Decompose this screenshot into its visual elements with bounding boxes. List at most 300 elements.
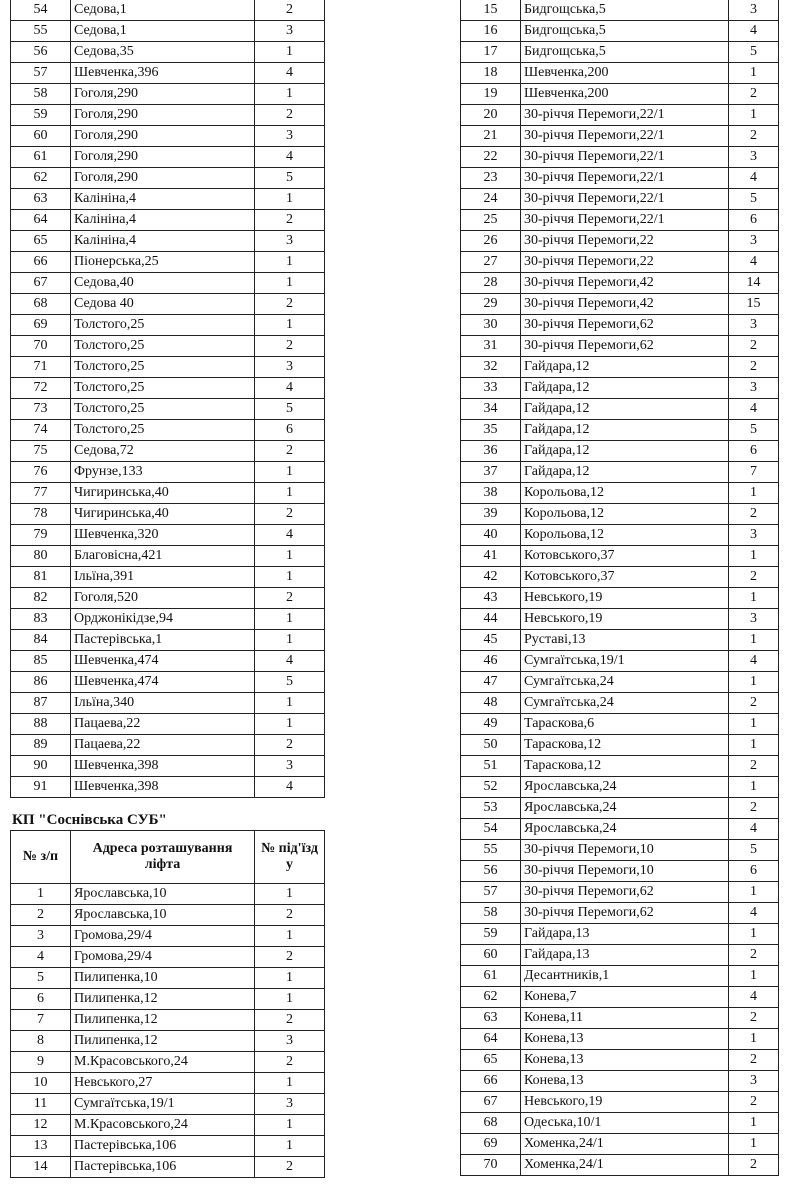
table-row bbox=[11, 252, 325, 273]
entrance-number: 5 bbox=[729, 840, 779, 861]
entrance-number: 1 bbox=[255, 1115, 325, 1136]
row-number: 22 bbox=[461, 147, 521, 168]
row-number: 19 bbox=[461, 84, 521, 105]
entrance-number: 1 bbox=[255, 630, 325, 651]
table-row bbox=[461, 1155, 779, 1176]
row-number: 71 bbox=[11, 357, 71, 378]
table-row bbox=[461, 0, 779, 21]
entrance-number: 2 bbox=[729, 567, 779, 588]
table-row bbox=[461, 84, 779, 105]
entrance-number: 3 bbox=[255, 1094, 325, 1115]
entrance-number: 3 bbox=[255, 1031, 325, 1052]
row-number: 82 bbox=[11, 588, 71, 609]
entrance-number: 2 bbox=[255, 947, 325, 968]
elevator-address: Ільїна,340 bbox=[71, 693, 255, 714]
entrance-number: 2 bbox=[729, 84, 779, 105]
table-row bbox=[11, 147, 325, 168]
table-body bbox=[461, 0, 779, 1176]
table-header-row bbox=[11, 831, 325, 884]
elevator-address: Седова 40 bbox=[71, 294, 255, 315]
row-number: 31 bbox=[461, 336, 521, 357]
table-row bbox=[461, 735, 779, 756]
row-number: 29 bbox=[461, 294, 521, 315]
entrance-number: 2 bbox=[255, 735, 325, 756]
entrance-number: 1 bbox=[255, 462, 325, 483]
row-number: 84 bbox=[11, 630, 71, 651]
elevator-address: Чигиринська,40 bbox=[71, 483, 255, 504]
table-row bbox=[461, 777, 779, 798]
table-row bbox=[11, 399, 325, 420]
row-number: 8 bbox=[11, 1031, 71, 1052]
table-row bbox=[461, 399, 779, 420]
table-row bbox=[461, 1050, 779, 1071]
row-number: 10 bbox=[11, 1073, 71, 1094]
row-number: 53 bbox=[461, 798, 521, 819]
entrance-number: 2 bbox=[255, 105, 325, 126]
row-number: 60 bbox=[461, 945, 521, 966]
row-number: 77 bbox=[11, 483, 71, 504]
table-row bbox=[11, 63, 325, 84]
elevator-address: Невського,27 bbox=[71, 1073, 255, 1094]
elevator-address: Гайдара,12 bbox=[521, 378, 729, 399]
entrance-number: 2 bbox=[729, 693, 779, 714]
elevator-address: Пастерівська,106 bbox=[71, 1136, 255, 1157]
row-number: 87 bbox=[11, 693, 71, 714]
elevator-address: Невського,19 bbox=[521, 1092, 729, 1113]
row-number: 20 bbox=[461, 105, 521, 126]
elevator-address: Шевченка,320 bbox=[71, 525, 255, 546]
row-number: 64 bbox=[461, 1029, 521, 1050]
table-row bbox=[461, 420, 779, 441]
header-entrance: № під'їзд у bbox=[255, 831, 325, 884]
entrance-number: 2 bbox=[729, 1155, 779, 1176]
entrance-number: 2 bbox=[729, 126, 779, 147]
entrance-number: 2 bbox=[255, 1010, 325, 1031]
elevator-address: Сумгаїтська,19/1 bbox=[521, 651, 729, 672]
row-number: 15 bbox=[461, 0, 521, 21]
row-number: 5 bbox=[11, 968, 71, 989]
elevator-address: Піонерська,25 bbox=[71, 252, 255, 273]
entrance-number: 4 bbox=[255, 525, 325, 546]
entrance-number: 1 bbox=[255, 84, 325, 105]
row-number: 45 bbox=[461, 630, 521, 651]
entrance-number: 4 bbox=[255, 378, 325, 399]
elevator-address: 30-річчя Перемоги,22/1 bbox=[521, 189, 729, 210]
row-number: 61 bbox=[11, 147, 71, 168]
row-number: 43 bbox=[461, 588, 521, 609]
entrance-number: 5 bbox=[729, 420, 779, 441]
table-row bbox=[461, 441, 779, 462]
row-number: 17 bbox=[461, 42, 521, 63]
table-row bbox=[11, 1031, 325, 1052]
entrance-number: 2 bbox=[729, 798, 779, 819]
row-number: 58 bbox=[461, 903, 521, 924]
entrance-number: 5 bbox=[729, 189, 779, 210]
table-row bbox=[461, 798, 779, 819]
table-row bbox=[461, 63, 779, 84]
elevator-address: Хоменка,24/1 bbox=[521, 1155, 729, 1176]
elevator-address: Гоголя,290 bbox=[71, 147, 255, 168]
table-row bbox=[11, 483, 325, 504]
elevator-address: Конева,11 bbox=[521, 1008, 729, 1029]
elevator-address: Сумгаїтська,24 bbox=[521, 672, 729, 693]
elevator-address: Толстого,25 bbox=[71, 357, 255, 378]
elevator-address: Орджонікідзе,94 bbox=[71, 609, 255, 630]
elevator-address: Шевченка,396 bbox=[71, 63, 255, 84]
table-row bbox=[461, 42, 779, 63]
row-number: 70 bbox=[461, 1155, 521, 1176]
table-row bbox=[461, 231, 779, 252]
table-row bbox=[461, 756, 779, 777]
table-row bbox=[461, 147, 779, 168]
elevator-address: Тараскова,12 bbox=[521, 735, 729, 756]
entrance-number: 1 bbox=[255, 315, 325, 336]
organization-title: КП "Соснівська СУБ" bbox=[12, 812, 167, 828]
row-number: 7 bbox=[11, 1010, 71, 1031]
table-row bbox=[11, 651, 325, 672]
table-row bbox=[461, 378, 779, 399]
header-address: Адреса розташування ліфта bbox=[71, 831, 255, 884]
elevator-address: Благовісна,421 bbox=[71, 546, 255, 567]
elevator-address: Шевченка,398 bbox=[71, 777, 255, 798]
table-row bbox=[11, 462, 325, 483]
table-row bbox=[461, 483, 779, 504]
elevator-address: Калініна,4 bbox=[71, 210, 255, 231]
row-number: 69 bbox=[461, 1134, 521, 1155]
table-row bbox=[11, 105, 325, 126]
elevator-address: 30-річчя Перемоги,42 bbox=[521, 294, 729, 315]
row-number: 56 bbox=[461, 861, 521, 882]
entrance-number: 2 bbox=[729, 504, 779, 525]
entrance-number: 4 bbox=[729, 21, 779, 42]
table-row bbox=[461, 567, 779, 588]
row-number: 27 bbox=[461, 252, 521, 273]
entrance-number: 3 bbox=[729, 231, 779, 252]
table-row bbox=[11, 378, 325, 399]
entrance-number: 1 bbox=[255, 1136, 325, 1157]
table-row bbox=[461, 882, 779, 903]
elevator-address: Сумгаїтська,19/1 bbox=[71, 1094, 255, 1115]
elevator-address: Руставі,13 bbox=[521, 630, 729, 651]
entrance-number: 3 bbox=[729, 147, 779, 168]
table-row bbox=[11, 210, 325, 231]
row-number: 57 bbox=[461, 882, 521, 903]
entrance-number: 1 bbox=[255, 968, 325, 989]
table-row bbox=[461, 357, 779, 378]
elevator-address: М.Красовського,24 bbox=[71, 1115, 255, 1136]
entrance-number: 3 bbox=[729, 1071, 779, 1092]
entrance-number: 2 bbox=[255, 294, 325, 315]
row-number: 91 bbox=[11, 777, 71, 798]
elevator-address: 30-річчя Перемоги,22/1 bbox=[521, 105, 729, 126]
table-row bbox=[461, 21, 779, 42]
row-number: 63 bbox=[11, 189, 71, 210]
table-row bbox=[461, 168, 779, 189]
entrance-number: 1 bbox=[255, 714, 325, 735]
entrance-number: 1 bbox=[255, 609, 325, 630]
elevator-address: Пилипенка,12 bbox=[71, 989, 255, 1010]
entrance-number: 2 bbox=[255, 1052, 325, 1073]
table-row bbox=[461, 546, 779, 567]
row-number: 35 bbox=[461, 420, 521, 441]
entrance-number: 1 bbox=[729, 1134, 779, 1155]
elevator-address: Пилипенка,12 bbox=[71, 1031, 255, 1052]
elevator-address: Гайдара,13 bbox=[521, 945, 729, 966]
elevator-address: Седова,1 bbox=[71, 0, 255, 21]
entrance-number: 4 bbox=[729, 168, 779, 189]
row-number: 51 bbox=[461, 756, 521, 777]
row-number: 1 bbox=[11, 884, 71, 905]
table-body bbox=[11, 884, 325, 1178]
elevator-address: Конева,7 bbox=[521, 987, 729, 1008]
entrance-number: 2 bbox=[729, 1050, 779, 1071]
row-number: 55 bbox=[11, 21, 71, 42]
table-row bbox=[461, 609, 779, 630]
elevator-address: Седова,35 bbox=[71, 42, 255, 63]
elevator-address: Пастерівська,106 bbox=[71, 1157, 255, 1178]
table-row bbox=[11, 84, 325, 105]
table-row bbox=[11, 441, 325, 462]
table-row bbox=[11, 231, 325, 252]
table-row bbox=[11, 905, 325, 926]
table-row bbox=[11, 0, 325, 21]
entrance-number: 1 bbox=[729, 735, 779, 756]
table-row bbox=[11, 357, 325, 378]
elevator-address: Седова,1 bbox=[71, 21, 255, 42]
elevator-address: Невського,19 bbox=[521, 588, 729, 609]
row-number: 76 bbox=[11, 462, 71, 483]
entrance-number: 1 bbox=[729, 63, 779, 84]
entrance-number: 5 bbox=[255, 672, 325, 693]
table-row bbox=[11, 420, 325, 441]
row-number: 62 bbox=[11, 168, 71, 189]
table-row bbox=[461, 336, 779, 357]
elevator-address: Толстого,25 bbox=[71, 378, 255, 399]
table-row bbox=[461, 462, 779, 483]
entrance-number: 4 bbox=[729, 819, 779, 840]
row-number: 75 bbox=[11, 441, 71, 462]
row-number: 65 bbox=[461, 1050, 521, 1071]
table-row bbox=[11, 1136, 325, 1157]
row-number: 60 bbox=[11, 126, 71, 147]
row-number: 33 bbox=[461, 378, 521, 399]
table-row bbox=[461, 126, 779, 147]
row-number: 70 bbox=[11, 336, 71, 357]
entrance-number: 15 bbox=[729, 294, 779, 315]
table-row bbox=[461, 840, 779, 861]
table-row bbox=[461, 105, 779, 126]
table-row bbox=[11, 989, 325, 1010]
row-number: 81 bbox=[11, 567, 71, 588]
elevator-address: Толстого,25 bbox=[71, 399, 255, 420]
elevator-address: Толстого,25 bbox=[71, 420, 255, 441]
entrance-number: 1 bbox=[729, 588, 779, 609]
entrance-number: 1 bbox=[255, 884, 325, 905]
elevator-address: Ільїна,391 bbox=[71, 567, 255, 588]
entrance-number: 6 bbox=[729, 210, 779, 231]
table-row bbox=[11, 630, 325, 651]
table-row bbox=[461, 189, 779, 210]
elevator-address: Гайдара,12 bbox=[521, 357, 729, 378]
table-row bbox=[461, 1029, 779, 1050]
entrance-number: 3 bbox=[255, 756, 325, 777]
row-number: 4 bbox=[11, 947, 71, 968]
elevator-address: Бидгощська,5 bbox=[521, 42, 729, 63]
table-row bbox=[11, 336, 325, 357]
elevator-address: Шевченка,398 bbox=[71, 756, 255, 777]
row-number: 48 bbox=[461, 693, 521, 714]
elevator-address: Калініна,4 bbox=[71, 189, 255, 210]
elevator-address: Десантників,1 bbox=[521, 966, 729, 987]
table-row bbox=[461, 210, 779, 231]
entrance-number: 1 bbox=[729, 672, 779, 693]
entrance-number: 2 bbox=[255, 336, 325, 357]
entrance-number: 2 bbox=[255, 504, 325, 525]
table-row bbox=[461, 672, 779, 693]
elevator-address: М.Красовського,24 bbox=[71, 1052, 255, 1073]
entrance-number: 1 bbox=[255, 693, 325, 714]
entrance-number: 3 bbox=[255, 21, 325, 42]
entrance-number: 7 bbox=[729, 462, 779, 483]
row-number: 11 bbox=[11, 1094, 71, 1115]
entrance-number: 2 bbox=[729, 1092, 779, 1113]
table-row bbox=[11, 1157, 325, 1178]
elevator-address: Толстого,25 bbox=[71, 336, 255, 357]
table-row bbox=[11, 777, 325, 798]
table-row bbox=[461, 714, 779, 735]
table-row bbox=[11, 567, 325, 588]
row-number: 80 bbox=[11, 546, 71, 567]
row-number: 38 bbox=[461, 483, 521, 504]
entrance-number: 2 bbox=[255, 0, 325, 21]
entrance-number: 2 bbox=[729, 1008, 779, 1029]
row-number: 78 bbox=[11, 504, 71, 525]
entrance-number: 3 bbox=[729, 609, 779, 630]
entrance-number: 1 bbox=[729, 1029, 779, 1050]
entrance-number: 6 bbox=[729, 441, 779, 462]
entrance-number: 1 bbox=[729, 714, 779, 735]
elevator-address: Гоголя,290 bbox=[71, 168, 255, 189]
table-row bbox=[461, 630, 779, 651]
elevator-address: 30-річчя Перемоги,62 bbox=[521, 336, 729, 357]
entrance-number: 1 bbox=[255, 483, 325, 504]
elevator-table-continued bbox=[10, 0, 325, 798]
elevator-address: Ярославська,10 bbox=[71, 905, 255, 926]
elevator-address: Гайдара,12 bbox=[521, 441, 729, 462]
elevator-address: Одеська,10/1 bbox=[521, 1113, 729, 1134]
entrance-number: 1 bbox=[255, 189, 325, 210]
elevator-address: Котовського,37 bbox=[521, 567, 729, 588]
table-row bbox=[11, 168, 325, 189]
row-number: 3 bbox=[11, 926, 71, 947]
row-number: 74 bbox=[11, 420, 71, 441]
table-row bbox=[11, 273, 325, 294]
row-number: 36 bbox=[461, 441, 521, 462]
row-number: 44 bbox=[461, 609, 521, 630]
elevator-address: Хоменка,24/1 bbox=[521, 1134, 729, 1155]
entrance-number: 4 bbox=[729, 252, 779, 273]
elevator-address: Гоголя,290 bbox=[71, 84, 255, 105]
row-number: 13 bbox=[11, 1136, 71, 1157]
table-row bbox=[461, 273, 779, 294]
row-number: 52 bbox=[461, 777, 521, 798]
entrance-number: 4 bbox=[255, 63, 325, 84]
row-number: 24 bbox=[461, 189, 521, 210]
row-number: 39 bbox=[461, 504, 521, 525]
table-row bbox=[11, 756, 325, 777]
entrance-number: 3 bbox=[729, 315, 779, 336]
elevator-address: 30-річчя Перемоги,62 bbox=[521, 882, 729, 903]
entrance-number: 3 bbox=[255, 231, 325, 252]
elevator-address: Фрунзе,133 bbox=[71, 462, 255, 483]
table-row bbox=[11, 42, 325, 63]
table-row bbox=[11, 21, 325, 42]
elevator-address: Седова,72 bbox=[71, 441, 255, 462]
elevator-address: 30-річчя Перемоги,62 bbox=[521, 315, 729, 336]
table-body bbox=[11, 0, 325, 798]
table-row bbox=[11, 189, 325, 210]
elevator-address: 30-річчя Перемоги,22/1 bbox=[521, 147, 729, 168]
entrance-number: 3 bbox=[255, 126, 325, 147]
row-number: 90 bbox=[11, 756, 71, 777]
elevator-address: 30-річчя Перемоги,62 bbox=[521, 903, 729, 924]
table-row bbox=[11, 735, 325, 756]
table-row bbox=[461, 693, 779, 714]
elevator-address: Пилипенка,10 bbox=[71, 968, 255, 989]
table-row bbox=[461, 294, 779, 315]
row-number: 23 bbox=[461, 168, 521, 189]
elevator-address: Пацаева,22 bbox=[71, 735, 255, 756]
table-row bbox=[11, 504, 325, 525]
entrance-number: 3 bbox=[729, 0, 779, 21]
table-row bbox=[11, 315, 325, 336]
table-row bbox=[461, 315, 779, 336]
elevator-address: Громова,29/4 bbox=[71, 947, 255, 968]
row-number: 37 bbox=[461, 462, 521, 483]
entrance-number: 1 bbox=[255, 1073, 325, 1094]
entrance-number: 1 bbox=[729, 546, 779, 567]
elevator-address: 30-річчя Перемоги,22/1 bbox=[521, 168, 729, 189]
table-row bbox=[11, 884, 325, 905]
entrance-number: 2 bbox=[255, 210, 325, 231]
row-number: 50 bbox=[461, 735, 521, 756]
row-number: 34 bbox=[461, 399, 521, 420]
row-number: 55 bbox=[461, 840, 521, 861]
row-number: 21 bbox=[461, 126, 521, 147]
elevator-address: Ярославська,24 bbox=[521, 819, 729, 840]
elevator-address: 30-річчя Перемоги,10 bbox=[521, 840, 729, 861]
elevator-address: Гоголя,290 bbox=[71, 126, 255, 147]
row-number: 32 bbox=[461, 357, 521, 378]
entrance-number: 1 bbox=[729, 630, 779, 651]
table-row bbox=[11, 947, 325, 968]
row-number: 83 bbox=[11, 609, 71, 630]
table-row bbox=[11, 968, 325, 989]
table-row bbox=[11, 294, 325, 315]
row-number: 25 bbox=[461, 210, 521, 231]
entrance-number: 2 bbox=[729, 945, 779, 966]
header-number: № з/п bbox=[11, 831, 71, 884]
entrance-number: 6 bbox=[729, 861, 779, 882]
table-row bbox=[461, 1134, 779, 1155]
table-row bbox=[11, 609, 325, 630]
row-number: 47 bbox=[461, 672, 521, 693]
elevator-table-right bbox=[460, 0, 779, 1176]
row-number: 86 bbox=[11, 672, 71, 693]
elevator-table-sosnivska bbox=[10, 830, 325, 1178]
row-number: 28 bbox=[461, 273, 521, 294]
elevator-address: Пастерівська,1 bbox=[71, 630, 255, 651]
